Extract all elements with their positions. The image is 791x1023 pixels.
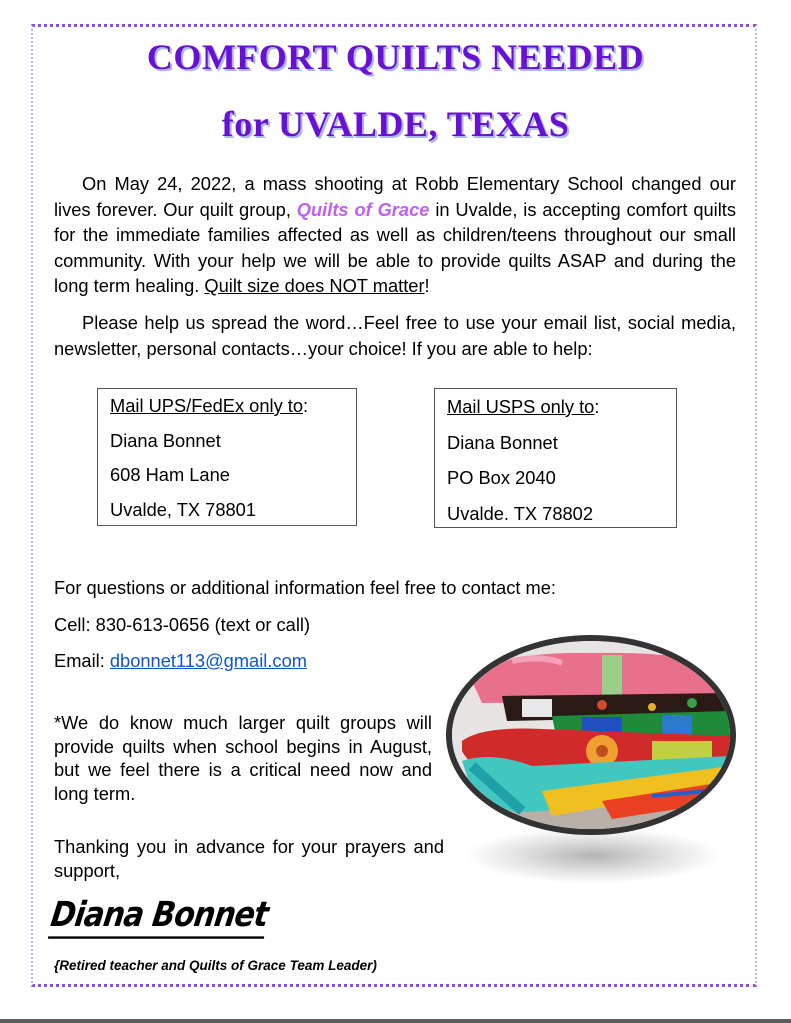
signature: Diana Bonnet — [48, 895, 271, 939]
mail-box-heading: Mail USPS only to — [447, 396, 595, 417]
thanks-paragraph: Thanking you in advance for your prayers and support, — [54, 836, 444, 881]
mail-box-usps — [434, 388, 677, 528]
quilts-photo — [446, 635, 736, 835]
title-line-1: COMFORT QUILTS NEEDED — [146, 37, 645, 77]
recipient-name: Diana Bonnet — [110, 429, 221, 451]
intro-paragraph — [54, 171, 736, 299]
email-link[interactable]: dbonnet113@gmail.com — [109, 650, 307, 671]
colon: : — [594, 396, 600, 417]
help-text: Please help us spread the word…Feel free to use your email list, social media, newsletter, personal contacts…your choice! If you are able to help: — [54, 312, 736, 359]
street-address: 608 Ham Lane — [110, 464, 230, 485]
quilts-photo-container — [446, 633, 742, 908]
photo-shadow — [468, 828, 718, 883]
recipient-name: Diana Bonnet — [447, 431, 558, 453]
quilts-stack-image — [452, 641, 730, 829]
page-bottom-rule — [0, 1019, 791, 1023]
exclamation: ! — [424, 275, 430, 296]
colon: : — [303, 395, 309, 416]
cell-phone: Cell: 830-613-0656 (text or call) — [54, 614, 311, 635]
brand-name: Quilts of Grace — [296, 198, 430, 220]
mail-box-heading: Mail UPS/FedEx only to — [110, 395, 304, 416]
title-line-2: for UVALDE, TEXAS — [221, 104, 570, 144]
contact-intro: For questions or additional information feel free to contact me: — [54, 577, 556, 598]
po-box-address: PO Box 2040 — [447, 467, 556, 488]
signer-role: {Retired teacher and Quilts of Grace Team Leader) — [54, 958, 377, 973]
note-paragraph: *We do know much larger quilt groups will provide quilts when school begins in August, but we feel there is a critical need now and long term. — [54, 712, 432, 804]
intro-text: On May 24, 2022, a mass shooting at Robb Elementary School changed our lives forever. Our quilt group, — [54, 173, 736, 220]
city-state-zip: Uvalde, TX 78801 — [110, 498, 257, 520]
city-state-zip: Uvalde. TX 78802 — [447, 502, 594, 524]
email-label: Email: — [54, 650, 110, 671]
mail-box-ups-fedex — [97, 388, 357, 526]
email-line — [54, 650, 307, 672]
help-paragraph — [54, 310, 736, 361]
quilt-size-note: Quilt size does NOT matter — [204, 275, 425, 296]
intro-text-cont: in Uvalde, is accepting comfort quilts for the immediate families affected as well as children/teens throughout our small community. With your help we will be able to provide quilts ASAP and during the long term healing. — [54, 198, 737, 296]
